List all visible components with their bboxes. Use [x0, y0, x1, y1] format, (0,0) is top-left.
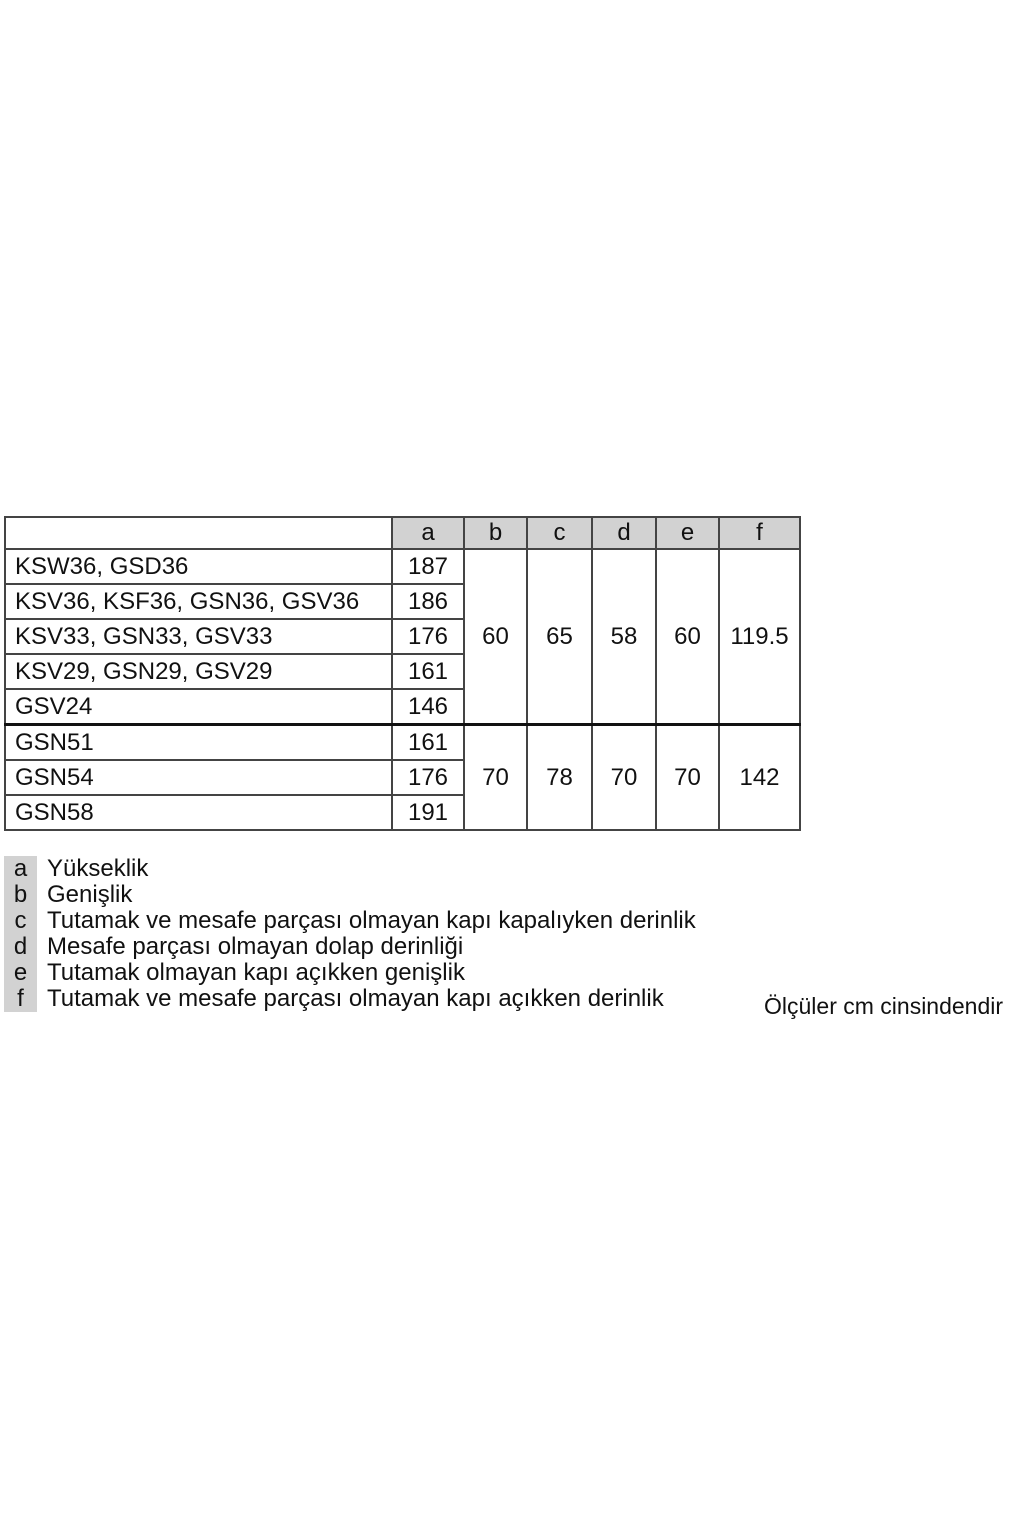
open-width-cell-group-2: 70 [656, 725, 719, 831]
open-width-cell-group-1: 60 [656, 549, 719, 725]
height-cell: 161 [392, 654, 464, 689]
height-cell: 191 [392, 795, 464, 830]
legend-item [4, 934, 696, 960]
open-depth-cell-group-2: 142 [719, 725, 800, 831]
units-note: Ölçüler cm cinsindendir [764, 993, 1004, 1019]
header-cell-c: c [527, 517, 592, 549]
legend [4, 856, 696, 1012]
legend-key: d [4, 934, 37, 960]
header-cell-e: e [656, 517, 719, 549]
legend-text: Genişlik [47, 881, 133, 908]
legend-item [4, 960, 696, 986]
header-cell-a: a [392, 517, 464, 549]
dimensions-table [4, 516, 801, 831]
height-cell: 187 [392, 549, 464, 584]
legend-item [4, 908, 696, 934]
header-cell-f: f [719, 517, 800, 549]
height-cell: 186 [392, 584, 464, 619]
width-cell-group-1: 60 [464, 549, 527, 725]
legend-key: f [4, 986, 37, 1012]
legend-text: Mesafe parçası olmayan dolap derinliği [47, 933, 464, 960]
legend-text: Tutamak ve mesafe parçası olmayan kapı kapalıyken derinlik [47, 907, 696, 934]
width-cell-group-2: 70 [464, 725, 527, 831]
legend-key: c [4, 908, 37, 934]
cabinet-depth-cell-group-2: 70 [592, 725, 656, 831]
legend-item [4, 882, 696, 908]
model-cell: GSN51 [5, 725, 392, 761]
height-cell: 146 [392, 689, 464, 725]
depth-closed-cell-group-1: 65 [527, 549, 592, 725]
table-row [5, 725, 800, 761]
model-cell: GSN58 [5, 795, 392, 830]
legend-item [4, 986, 696, 1012]
model-cell: KSV33, GSN33, GSV33 [5, 619, 392, 654]
open-depth-cell-group-1: 119.5 [719, 549, 800, 725]
model-cell: GSV24 [5, 689, 392, 725]
header-cell-d: d [592, 517, 656, 549]
header-cell-b: b [464, 517, 527, 549]
depth-closed-cell-group-2: 78 [527, 725, 592, 831]
height-cell: 161 [392, 725, 464, 761]
model-cell: KSV36, KSF36, GSN36, GSV36 [5, 584, 392, 619]
height-cell: 176 [392, 619, 464, 654]
legend-item [4, 856, 696, 882]
cabinet-depth-cell-group-1: 58 [592, 549, 656, 725]
legend-text: Tutamak olmayan kapı açıkken genişlik [47, 959, 465, 986]
table-row [5, 549, 800, 584]
legend-text: Yükseklik [47, 855, 149, 882]
height-cell: 176 [392, 760, 464, 795]
model-cell: KSV29, GSN29, GSV29 [5, 654, 392, 689]
legend-key: e [4, 960, 37, 986]
table-header-row [5, 517, 800, 549]
model-cell: GSN54 [5, 760, 392, 795]
header-cell-model [5, 517, 392, 549]
legend-text: Tutamak ve mesafe parçası olmayan kapı açıkken derinlik [47, 985, 664, 1012]
model-cell: KSW36, GSD36 [5, 549, 392, 584]
legend-key: b [4, 882, 37, 908]
legend-key: a [4, 856, 37, 882]
